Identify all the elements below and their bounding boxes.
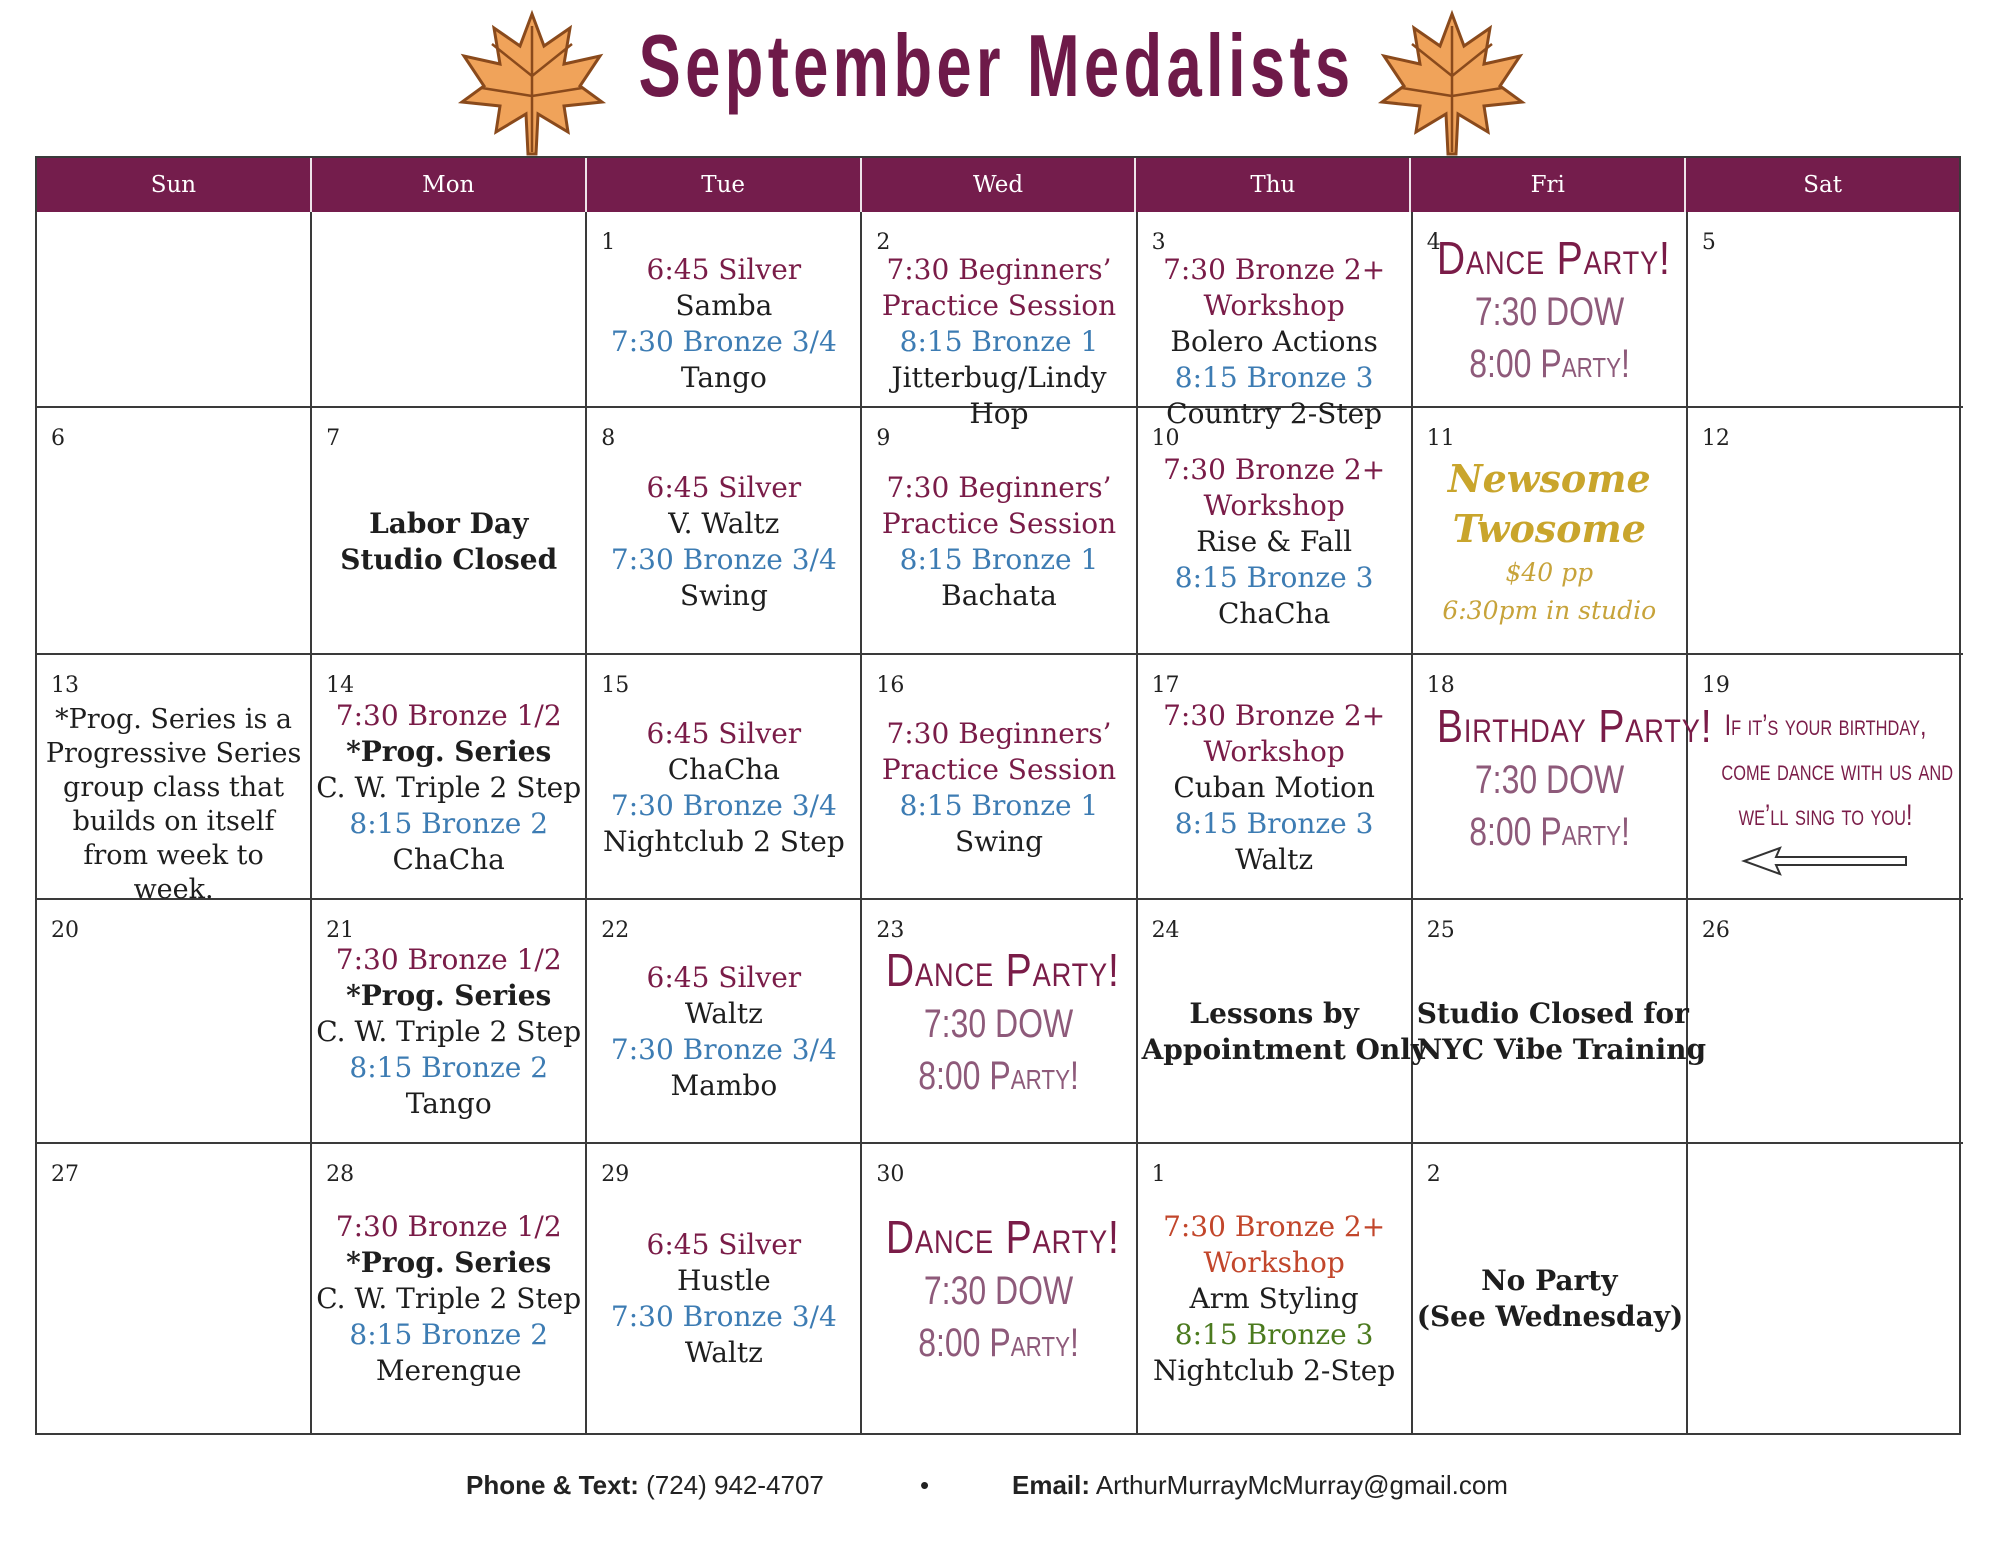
party-title: Dance Party! <box>886 944 1121 996</box>
day-events <box>1417 698 1713 858</box>
day-events <box>1142 252 1407 432</box>
party-title: Dance Party! <box>1436 232 1671 284</box>
party-time: 8:00 Party! <box>918 1054 1080 1098</box>
day-number: 1 <box>1151 1162 1166 1187</box>
event-detail: 6:30pm in studio <box>1442 595 1657 625</box>
day-number: 18 <box>1426 673 1455 698</box>
weekday-thu: Thu <box>1136 158 1411 212</box>
day-cell <box>1138 900 1428 1144</box>
day-number: 20 <box>51 918 79 943</box>
day-cell <box>1688 1144 1963 1433</box>
event-line: builds on itself <box>72 805 275 837</box>
event-line: *Prog. Series <box>346 979 552 1012</box>
day-cell <box>1138 212 1413 430</box>
day-cell <box>862 655 1137 900</box>
event-line: V. Waltz <box>668 506 780 540</box>
day-number: 10 <box>1151 426 1180 451</box>
event-line: Merengue <box>375 1353 522 1387</box>
day-cell <box>1688 408 1963 655</box>
day-number: 25 <box>1426 918 1455 943</box>
event-line: 7:30 Bronze 3/4 <box>610 1033 837 1066</box>
day-events <box>1417 454 1682 630</box>
event-line: Nightclub 2-Step <box>1152 1353 1396 1387</box>
party-time: 8:00 Party! <box>1468 342 1630 386</box>
day-number: 2 <box>876 230 891 255</box>
event-line: ChaCha <box>1217 596 1331 630</box>
event-line: 6:45 Silver <box>646 253 802 286</box>
birthday-note: come dance with us and <box>1721 754 1953 787</box>
event-line: 8:15 Bronze 2 <box>349 1317 549 1351</box>
event-title: Twosome <box>1452 505 1646 551</box>
event-line: Country 2-Step <box>1166 397 1383 430</box>
event-line: Swing <box>679 578 768 612</box>
event-line: 7:30 Bronze 2+ <box>1163 698 1386 732</box>
event-line: *Prog. Series is a <box>55 703 293 735</box>
day-events <box>1141 996 1428 1068</box>
event-line: Workshop <box>1203 289 1345 322</box>
day-number: 22 <box>601 918 630 943</box>
event-line: Cuban Motion <box>1173 770 1375 804</box>
birthday-note: If it’s your birthday, <box>1724 709 1927 742</box>
day-events <box>316 506 581 578</box>
day-cell <box>312 900 587 1144</box>
event-line: 8:15 Bronze 3 <box>1174 560 1374 594</box>
event-line: 8:15 Bronze 2 <box>349 1051 549 1084</box>
day-number: 17 <box>1151 673 1180 698</box>
day-number: 11 <box>1426 426 1455 451</box>
event-line: Progressive Series <box>45 737 302 769</box>
event-line: Bolero Actions <box>1170 325 1378 358</box>
day-number: 23 <box>876 918 905 943</box>
day-cell <box>862 408 1137 655</box>
header <box>0 0 1993 155</box>
weekday-sun: Sun <box>37 158 312 212</box>
day-cell <box>37 655 312 905</box>
event-line: No Party <box>1481 1263 1618 1297</box>
event-line: Studio Closed <box>340 542 558 576</box>
day-cell <box>312 1144 587 1433</box>
footer-separator: • <box>920 1470 930 1500</box>
event-line: 8:15 Bronze 2 <box>349 806 549 840</box>
event-line: 7:30 Bronze 2+ <box>1163 452 1386 486</box>
weekday-mon: Mon <box>312 158 587 212</box>
day-cell <box>312 408 587 655</box>
weekday-wed: Wed <box>862 158 1137 212</box>
day-number: 2 <box>1426 1162 1441 1187</box>
day-cell <box>1413 900 1707 1144</box>
day-cell <box>862 900 1137 1144</box>
day-cell <box>587 655 862 900</box>
event-line: *Prog. Series <box>346 1245 552 1279</box>
event-line: C. W. Triple 2 Step <box>316 770 582 804</box>
event-line: Waltz <box>1235 842 1314 876</box>
day-cell <box>1138 1144 1413 1433</box>
day-number: 9 <box>876 426 891 451</box>
day-events <box>591 1227 856 1371</box>
birthday-note: we’ll sing to you! <box>1738 799 1913 832</box>
day-cell <box>37 212 312 408</box>
event-line: Practice Session <box>881 752 1117 786</box>
day-number: 7 <box>326 426 341 451</box>
phone-label: Phone & Text: <box>466 1470 639 1500</box>
day-number: 3 <box>1151 230 1166 255</box>
maple-leaf-icon <box>1372 6 1532 156</box>
event-line: from week to week. <box>83 839 264 905</box>
day-events <box>1417 230 1682 390</box>
event-line: 8:15 Bronze 1 <box>899 542 1099 576</box>
event-line: Rise & Fall <box>1196 524 1353 558</box>
event-line: 6:45 Silver <box>646 961 802 994</box>
event-line: ChaCha <box>392 842 505 876</box>
event-line: *Prog. Series <box>346 734 552 768</box>
email-address: ArthurMurrayMcMurray@gmail.com <box>1095 1470 1508 1500</box>
event-line: (See Wednesday) <box>1416 1299 1684 1333</box>
email-label: Email: <box>1012 1470 1091 1500</box>
event-line: 6:45 Silver <box>646 1227 802 1261</box>
event-line: C. W. Triple 2 Step <box>316 1015 582 1048</box>
day-events <box>591 960 856 1104</box>
event-line: 7:30 Bronze 1/2 <box>335 943 562 976</box>
day-number: 30 <box>876 1162 905 1187</box>
day-cell <box>1138 408 1413 655</box>
day-cell <box>1413 408 1688 655</box>
weekday-header <box>37 158 1959 212</box>
day-cell <box>1688 212 1963 408</box>
contact-footer <box>0 1470 1993 1510</box>
event-line: Swing <box>954 824 1044 858</box>
day-events <box>866 716 1131 860</box>
event-line: 7:30 Beginners’ <box>886 716 1112 750</box>
event-line: Waltz <box>684 1335 763 1369</box>
day-events <box>1416 996 1707 1068</box>
day-number: 29 <box>601 1162 630 1187</box>
weekday-fri: Fri <box>1411 158 1686 212</box>
party-time: 7:30 DOW <box>1474 757 1624 802</box>
day-events <box>1142 1209 1407 1389</box>
party-time: 8:00 Party! <box>918 1320 1080 1365</box>
day-number: 16 <box>876 673 905 698</box>
event-line: Labor Day <box>369 506 529 540</box>
day-cell <box>312 212 587 408</box>
event-line: Hop <box>969 397 1029 430</box>
day-number: 26 <box>1701 918 1730 943</box>
event-title: Newsome <box>1447 455 1651 501</box>
day-cell <box>862 212 1137 430</box>
event-line: 7:30 Beginners’ <box>886 253 1112 286</box>
event-line: Bachata <box>941 578 1057 612</box>
day-number: 28 <box>326 1162 355 1187</box>
day-number: 15 <box>601 673 630 698</box>
day-cell <box>1413 1144 1688 1433</box>
event-line: 6:45 Silver <box>646 470 802 504</box>
event-line: Nightclub 2 Step <box>602 824 845 858</box>
event-line: Workshop <box>1203 488 1345 522</box>
day-cell <box>1413 655 1713 900</box>
day-number: 5 <box>1701 230 1716 255</box>
day-cell <box>862 1144 1137 1433</box>
event-line: 8:15 Bronze 3 <box>1174 1317 1374 1351</box>
event-detail: $40 pp <box>1505 557 1594 587</box>
phone-contact <box>466 1470 824 1501</box>
day-number: 12 <box>1701 426 1730 451</box>
event-line: Samba <box>675 289 773 322</box>
day-number: 4 <box>1426 230 1441 255</box>
phone-number: (724) 942-4707 <box>646 1470 824 1500</box>
day-cell <box>1688 900 1963 1144</box>
day-events <box>866 1209 1131 1369</box>
weekday-tue: Tue <box>587 158 862 212</box>
event-line: 7:30 Bronze 3/4 <box>610 788 837 822</box>
party-time: 7:30 DOW <box>924 1002 1074 1046</box>
event-line: Workshop <box>1203 1245 1345 1279</box>
day-cell <box>1413 212 1688 408</box>
party-time: 7:30 DOW <box>1474 290 1624 334</box>
event-line: NYC Vibe Training <box>1416 1033 1707 1066</box>
day-events <box>591 470 856 614</box>
day-cell <box>37 900 312 1144</box>
day-events <box>41 703 306 907</box>
event-line: 7:30 Bronze 1/2 <box>335 1209 562 1243</box>
event-line: Jitterbug/Lindy <box>891 361 1107 394</box>
day-number: 21 <box>326 918 355 943</box>
event-line: C. W. Triple 2 Step <box>316 1281 582 1315</box>
day-events <box>591 716 856 860</box>
day-events <box>866 942 1131 1102</box>
event-line: 7:30 Beginners’ <box>886 470 1112 504</box>
event-line: 8:15 Bronze 3 <box>1174 361 1374 394</box>
day-cell <box>312 655 587 900</box>
event-line: 7:30 Bronze 3/4 <box>610 325 837 358</box>
day-events <box>316 1209 581 1389</box>
day-cell <box>587 1144 862 1433</box>
event-line: Tango <box>680 361 767 394</box>
event-line: 7:30 Bronze 3/4 <box>610 1299 837 1333</box>
left-arrow-icon <box>1740 844 1910 878</box>
event-line: 7:30 Bronze 3/4 <box>610 542 837 576</box>
event-line: Practice Session <box>881 506 1117 540</box>
calendar-grid <box>35 156 1961 1435</box>
event-line: Tango <box>405 1087 492 1120</box>
day-number: 1 <box>601 230 616 255</box>
party-time: 7:30 DOW <box>924 1268 1074 1313</box>
day-cell <box>37 1144 312 1433</box>
day-number: 8 <box>601 426 616 451</box>
party-time: 8:00 Party! <box>1468 809 1630 854</box>
event-line: Waltz <box>684 997 763 1030</box>
event-line: Mambo <box>670 1069 778 1102</box>
event-line: Studio Closed for <box>1416 997 1689 1030</box>
day-cell <box>587 900 862 1144</box>
event-line: Arm Styling <box>1189 1281 1359 1315</box>
event-line: Practice Session <box>881 289 1117 322</box>
event-line: group class that <box>63 771 285 803</box>
day-number: 27 <box>51 1162 79 1187</box>
day-events <box>1692 703 1959 878</box>
day-cell <box>587 212 862 408</box>
day-cell <box>1138 655 1413 900</box>
day-events <box>866 252 1131 432</box>
day-events <box>1142 452 1407 632</box>
day-cell <box>587 408 862 655</box>
event-line: 8:15 Bronze 3 <box>1174 806 1374 840</box>
event-line: Hustle <box>677 1263 771 1297</box>
event-line: ChaCha <box>667 752 780 786</box>
event-line: 8:15 Bronze 1 <box>899 325 1099 358</box>
party-title: Dance Party! <box>886 1210 1121 1263</box>
event-line: 7:30 Bronze 2+ <box>1163 1209 1386 1243</box>
day-events <box>1142 698 1407 878</box>
event-line: 6:45 Silver <box>646 716 802 750</box>
page-title: September Medalists <box>638 16 1355 115</box>
day-number: 24 <box>1151 918 1180 943</box>
event-line: Workshop <box>1203 734 1345 768</box>
day-events <box>591 252 856 396</box>
day-events <box>1417 1263 1682 1335</box>
event-line: 7:30 Bronze 2+ <box>1163 253 1386 286</box>
day-cell <box>37 408 312 655</box>
day-number: 14 <box>326 673 355 698</box>
day-events <box>316 698 581 878</box>
day-events <box>866 470 1131 614</box>
event-line: Appointment Only <box>1141 1033 1428 1066</box>
event-line: Lessons by <box>1189 997 1359 1030</box>
day-number: 19 <box>1701 673 1730 698</box>
weekday-sat: Sat <box>1803 172 1842 198</box>
day-events <box>316 942 581 1122</box>
event-line: 7:30 Bronze 1/2 <box>335 698 562 732</box>
day-number: 13 <box>51 673 79 698</box>
email-contact <box>1012 1470 1508 1501</box>
day-number: 6 <box>51 426 65 451</box>
event-line: 8:15 Bronze 1 <box>899 788 1099 822</box>
day-cell <box>1688 655 1963 900</box>
party-title: Birthday Party! <box>1436 699 1713 752</box>
